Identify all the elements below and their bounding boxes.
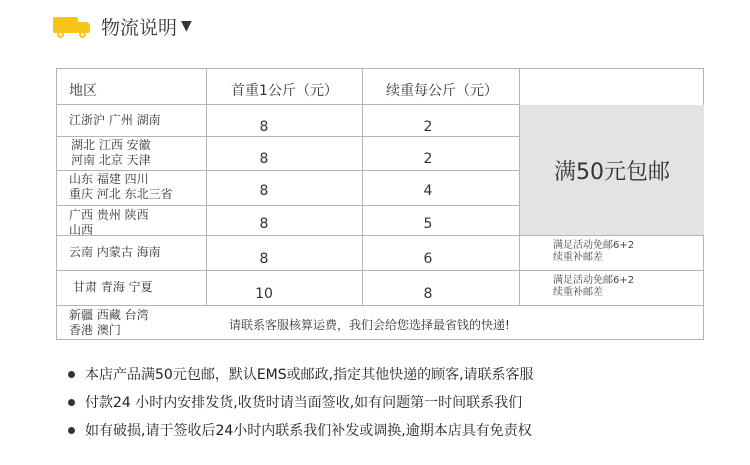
table-row-first: 8 bbox=[259, 151, 269, 167]
bullet-icon bbox=[68, 371, 75, 378]
table-row-extra: 4 bbox=[423, 183, 433, 199]
table-row-extra: 2 bbox=[423, 119, 433, 135]
table-row-first: 8 bbox=[259, 119, 269, 135]
table-row-region: 山东 福建 四川 重庆 河北 东北三省 bbox=[69, 172, 173, 201]
caret-down-icon: ▼ bbox=[181, 18, 192, 34]
shipping-table bbox=[56, 68, 704, 340]
table-row-region: 甘肃 青海 宁夏 bbox=[73, 280, 153, 294]
col-header-first-weight: 首重1公斤（元） bbox=[231, 83, 338, 99]
contact-note: 请联系客服核算运费，我们会给您选择最省钱的快递! bbox=[229, 318, 510, 332]
promo-note: 满足活动免邮6+2 续重补邮差 bbox=[553, 275, 635, 298]
table-row-extra: 6 bbox=[423, 251, 433, 267]
list-item: 付款24 小时内安排发货,收货时请当面签收,如有问题第一时间联系我们 bbox=[68, 388, 534, 416]
table-row-region: 广西 贵州 陕西 山西 bbox=[69, 208, 149, 237]
table-row-first: 8 bbox=[259, 251, 269, 267]
table-row-first: 10 bbox=[255, 286, 273, 302]
shipping-header bbox=[53, 8, 192, 44]
col-header-extra-weight: 续重每公斤（元） bbox=[386, 83, 498, 99]
table-row-first: 8 bbox=[259, 216, 269, 232]
bullet-icon bbox=[68, 427, 75, 434]
table-row-extra: 8 bbox=[423, 286, 433, 302]
table-row-extra: 2 bbox=[423, 151, 433, 167]
truck-icon bbox=[53, 14, 91, 38]
list-item: 本店产品满50元包邮，默认EMS或邮政,指定其他快递的顾客,请联系客服 bbox=[68, 360, 534, 388]
promo-note: 满足活动免邮6+2 续重补邮差 bbox=[553, 240, 635, 263]
table-row-region: 云南 内蒙古 海南 bbox=[69, 245, 161, 259]
table-row-region: 湖北 江西 安徽 河南 北京 天津 bbox=[71, 138, 151, 167]
page-title: 物流说明 bbox=[101, 16, 178, 39]
table-row-extra: 5 bbox=[423, 216, 433, 232]
notes-list bbox=[68, 360, 534, 444]
table-row-region: 新疆 西藏 台湾 香港 澳门 bbox=[69, 308, 149, 337]
table-row-first: 8 bbox=[259, 183, 269, 199]
col-header-region: 地区 bbox=[69, 83, 97, 99]
list-item: 如有破损,请于签收后24小时内联系我们补发或调换,逾期本店具有免责权 bbox=[68, 416, 534, 444]
table-row-region: 江浙沪 广州 湖南 bbox=[69, 113, 161, 127]
bullet-icon bbox=[68, 399, 75, 406]
free-shipping-promo: 满50元包邮 bbox=[520, 105, 704, 235]
